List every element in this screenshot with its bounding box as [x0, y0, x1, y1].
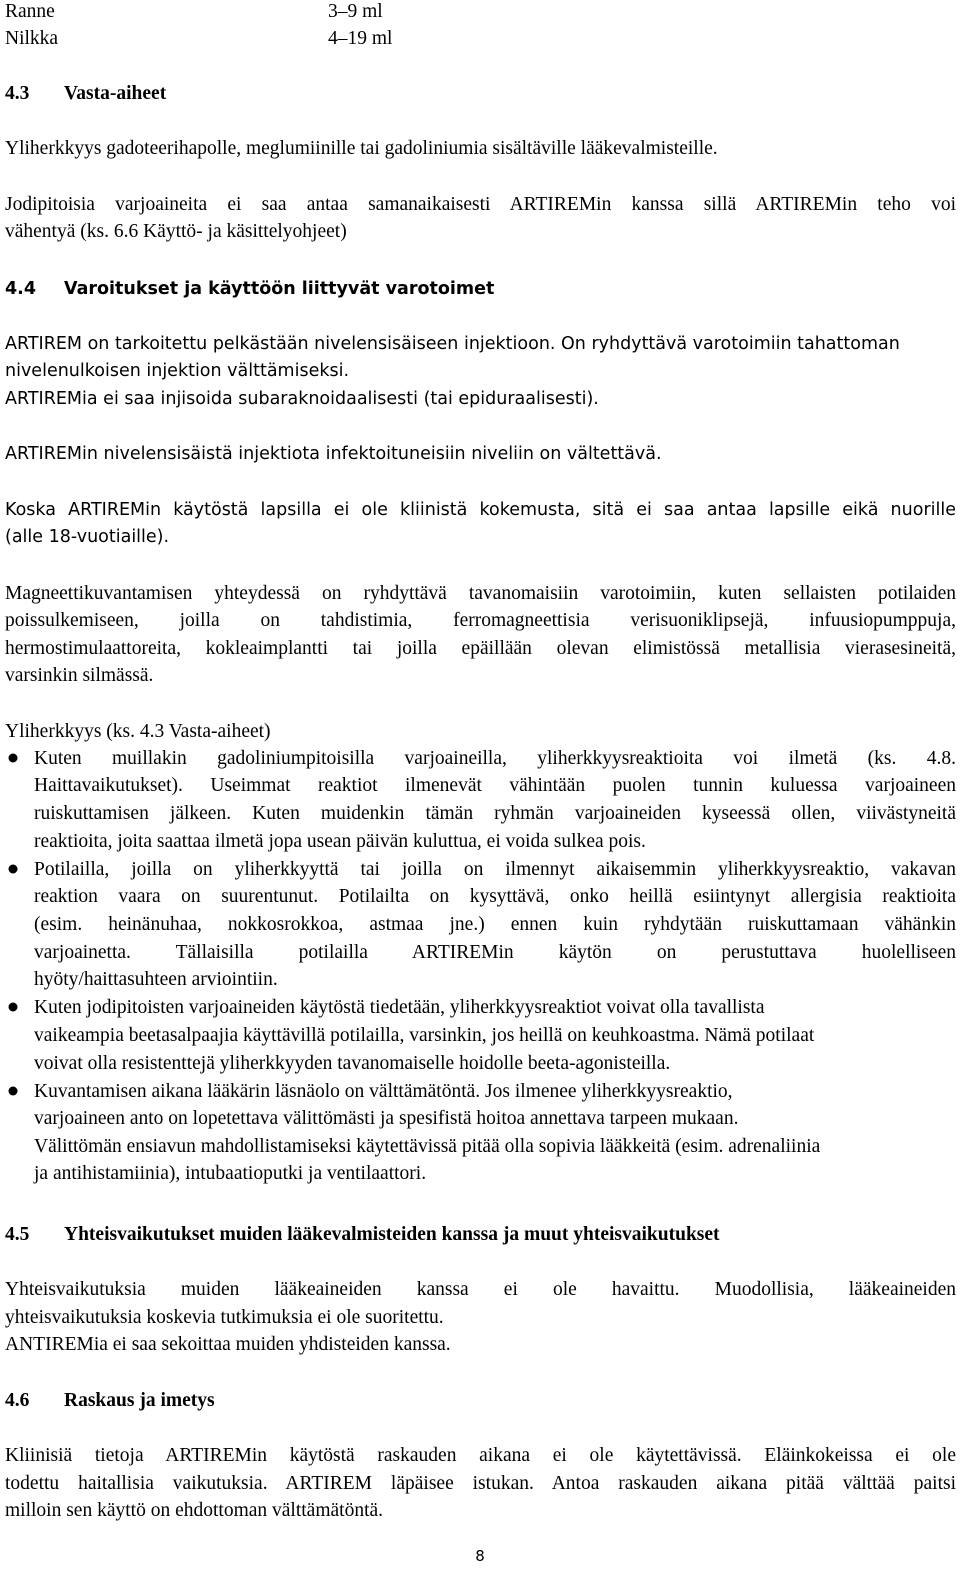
bullet-dot	[7, 863, 19, 875]
section-4-6-p1-line: todettu haitallisia vaikutuksia. ARTIREM läpäisee istukan. Antoa raskauden aikana pitää välttää paitsi	[5, 1473, 956, 1494]
bullet-dot	[7, 752, 19, 764]
bullet-2-line: Potilailla, joilla on yliherkkyyttä tai joilla on ilmennyt aikaisemmin yliherkkyysreaktio, vakavan	[34, 859, 956, 880]
bullet-2-line: (esim. heinänuhaa, nokkosrokkoa, astmaa jne.) ennen kuin ryhdytään ruiskuttamaan vähänkin	[34, 914, 956, 935]
bullet-3-line: Kuten jodipitoisten varjoaineiden käytöstä tiedetään, yliherkkyysreaktiot voivat olla tavallista	[34, 997, 765, 1018]
section-4-4-p3-line: (alle 18-vuotiaille).	[5, 527, 170, 547]
section-4-6-p1-line: Kliinisiä tietoja ARTIREMin käytöstä raskauden aikana ei ole käytettävissä. Eläinkokeissa ei ole	[5, 1445, 956, 1466]
table-volume-ankle: 4–19 ml	[328, 28, 393, 49]
section-4-5-p1-line: Yhteisvaikutuksia muiden lääkeaineiden kanssa ei ole havaittu. Muodollisia, lääkeaineiden	[5, 1279, 956, 1300]
bullet-4-line: varjoaineen anto on lopetettava välittömästi ja spesifistä hoitoa annettava tarpeen mukaan.	[34, 1108, 739, 1129]
section-4-3-p2-line: vähentyä (ks. 6.6 Käyttö- ja käsittelyohjeet)	[5, 221, 347, 242]
section-4-3-p1: Yliherkkyys gadoteerihapolle, meglumiinille tai gadoliniumia sisältäville lääkevalmisteille.	[5, 138, 718, 159]
section-4-4-p4-line: Magneettikuvantamisen yhteydessä on ryhdyttävä tavanomaisiin varotoimiin, kuten sellaisten potilaiden	[5, 583, 956, 604]
section-4-4-p2: ARTIREMin nivelensisäistä injektiota infektoituneisiin niveliin on vältettävä.	[5, 444, 662, 464]
bullet-dot	[7, 1085, 19, 1097]
section-4-4-p4-line: hermostimulaattoreita, kokleaimplantti tai joilla epäillään olevan elimistössä metallisia vierasesineitä,	[5, 638, 956, 659]
section-4-5-title: Yhteisvaikutukset muiden lääkevalmisteiden kanssa ja muut yhteisvaikutukset	[64, 1224, 720, 1245]
bullet-4-line: ja antihistamiinia), intubaatioputki ja ventilaattori.	[34, 1163, 427, 1184]
section-4-6-p1-line: milloin sen käyttö on ehdottoman välttämätöntä.	[5, 1500, 384, 1521]
table-volume-wrist: 3–9 ml	[328, 1, 383, 22]
bullet-3-line: vaikeampia beetasalpaajia käyttävillä potilailla, varsinkin, jos heillä on keuhkoastma. Nämä potilaat	[34, 1025, 815, 1046]
section-4-4-title: Varoitukset ja käyttöön liittyvät varotoimet	[64, 279, 495, 299]
section-4-5-number: 4.5	[5, 1224, 30, 1245]
section-4-4-p1-line: ARTIREM on tarkoitettu pelkästään nivelensisäiseen injektioon. On ryhdyttävä varotoimiin tahattoman	[5, 334, 900, 354]
page-number: 8	[475, 1547, 485, 1565]
section-4-4-p4-line: varsinkin silmässä.	[5, 665, 154, 686]
bullet-2-line: hyöty/haittasuhteen arviointiin.	[34, 969, 278, 990]
bullet-4-line: Välittömän ensiavun mahdollistamiseksi käytettävissä pitää olla sopivia lääkkeitä (esim. adrenaliinia	[34, 1136, 821, 1157]
bullet-3-line: voivat olla resistenttejä yliherkkyyden tavanomaiselle hoidolle beeta-agonisteilla.	[34, 1053, 671, 1074]
bullet-1-line: Kuten muillakin gadoliniumpitoisilla varjoaineilla, yliherkkyysreaktioita voi ilmetä (ks. 4.8.	[34, 748, 956, 769]
section-4-4-p1-line: nivelenulkoisen injektion välttämiseksi.	[5, 361, 350, 381]
table-site-wrist: Ranne	[5, 1, 55, 22]
section-4-3-title: Vasta-aiheet	[64, 83, 167, 104]
section-4-4-p3-line: Koska ARTIREMin käytöstä lapsilla ei ole kliinistä kokemusta, sitä ei saa antaa lapsille eikä nuorille	[5, 500, 956, 520]
section-4-4-number: 4.4	[5, 279, 37, 299]
bullet-2-line: varjoainetta. Tällaisilla potilailla ARTIREMin käytön on perustuttava huolelliseen	[34, 942, 956, 963]
section-4-3-number: 4.3	[5, 83, 30, 104]
section-4-6-number: 4.6	[5, 1390, 30, 1411]
section-4-5-p1-line: ANTIREMia ei saa sekoittaa muiden yhdisteiden kanssa.	[5, 1334, 451, 1355]
section-4-3-p2-line: Jodipitoisia varjoaineita ei saa antaa samanaikaisesti ARTIREMin kanssa sillä ARTIREMin teho voi	[5, 194, 956, 215]
section-4-6-title: Raskaus ja imetys	[64, 1390, 215, 1411]
bullet-1-line: reaktioita, joita saattaa ilmetä jopa usean päivän kuluttua, ei voida sulkea pois.	[34, 831, 646, 852]
section-4-4-p4-line: poissulkemiseen, joilla on tahdistimia, ferromagneettisia verisuoniklipsejä, infuusiopumppuja,	[5, 610, 956, 631]
bullet-1-line: ruiskuttamisen jälkeen. Kuten muidenkin tämän ryhmän varjoaineiden kyseessä ollen, viivästyneitä	[34, 803, 956, 824]
bullet-4-line: Kuvantamisen aikana lääkärin läsnäolo on välttämätöntä. Jos ilmenee yliherkkyysreaktio,	[34, 1081, 733, 1102]
section-4-5-p1-line: yhteisvaikutuksia koskevia tutkimuksia ei ole suoritettu.	[5, 1307, 444, 1328]
bullet-2-line: reaktion vaara on suurentunut. Potilailta on kysyttävä, onko heillä esiintynyt allergisia reaktioita	[34, 886, 956, 907]
bullet-dot	[7, 1001, 19, 1013]
section-4-4-p1-line: ARTIREMia ei saa injisoida subaraknoidaalisesti (tai epiduraalisesti).	[5, 389, 599, 409]
bullet-1-line: Haittavaikutukset). Useimmat reaktiot ilmenevät vähintään puolen tunnin kuluessa varjoaineen	[34, 775, 956, 796]
section-4-4-p5: Yliherkkyys (ks. 4.3 Vasta-aiheet)	[5, 721, 271, 742]
table-site-ankle: Nilkka	[5, 28, 59, 49]
